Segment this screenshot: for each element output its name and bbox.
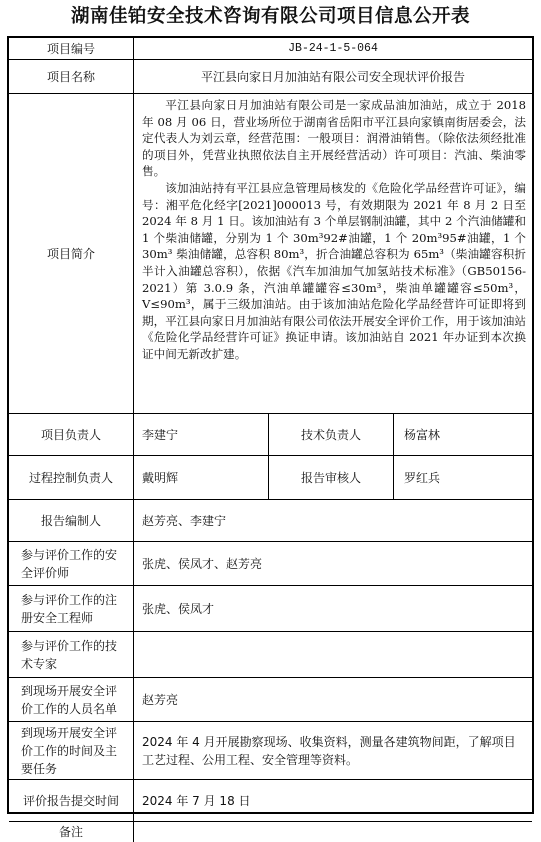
label-report-author: 报告编制人 (9, 500, 134, 541)
label-project-number: 项目编号 (9, 38, 134, 59)
value-submit-time: 2024 年 7 月 18 日 (142, 793, 251, 808)
value-project-number: JB-24-1-5-064 (288, 41, 378, 55)
page-title: 湖南佳铂安全技术咨询有限公司项目信息公开表 (70, 6, 470, 27)
label-project-leader: 项目负责人 (9, 414, 134, 455)
info-table (7, 36, 534, 839)
value-project-intro (134, 94, 532, 413)
value-registered-engineers: 张虎、侯凤才 (142, 601, 215, 616)
row-registered-engineers (9, 586, 532, 632)
value-project-name: 平江县向家日月加油站有限公司安全现状评价报告 (200, 69, 465, 84)
row-project-number (9, 38, 532, 60)
row-onsite-schedule (9, 722, 532, 780)
value-onsite-schedule: 2024 年 4 月开展勘察现场、收集资料，测量各建筑物间距，了解项目工艺过程、公用工程、安全管理等资料。 (142, 734, 516, 767)
row-technical-experts (9, 632, 532, 678)
value-report-reviewer: 罗红兵 (404, 470, 441, 485)
label-onsite-personnel: 到现场开展安全评价工作的人员名单 (9, 678, 134, 721)
label-technical-experts: 参与评价工作的技术专家 (9, 632, 134, 677)
label-technical-leader: 技术负责人 (269, 414, 394, 455)
value-report-author: 赵芳亮、李建宁 (142, 513, 227, 528)
value-remarks (134, 822, 532, 842)
row-project-name (9, 60, 532, 94)
label-remarks: 备注 (9, 822, 134, 842)
row-remarks (9, 822, 532, 842)
row-safety-evaluators (9, 542, 532, 586)
intro-paragraph-1: 平江县向家日月加油站有限公司是一家成品油加油站，成立于 2018 年 08 月 06 日，营业场所位于湖南省岳阳市平江县向家镇南街居委会，法定代表人为刘云章，经营范围：一般项目：润滑油销售。（除依法须经批准的项目外，凭营业执照依法自主开展经营活动）许可项目：汽油、柴油零售。 (142, 98, 526, 179)
row-process-control (9, 456, 532, 500)
label-project-intro: 项目简介 (9, 94, 134, 413)
row-project-intro (9, 94, 532, 414)
value-technical-leader: 杨富林 (404, 427, 441, 442)
label-registered-engineers: 参与评价工作的注册安全工程师 (9, 586, 134, 631)
value-process-control: 戴明辉 (134, 456, 269, 499)
value-safety-evaluators: 张虎、侯凤才、赵芳亮 (142, 556, 263, 571)
label-safety-evaluators: 参与评价工作的安全评价师 (9, 542, 134, 585)
label-submit-time: 评价报告提交时间 (9, 780, 134, 821)
label-onsite-schedule: 到现场开展安全评价工作的时间及主要任务 (9, 722, 134, 779)
label-project-name: 项目名称 (9, 60, 134, 93)
value-project-leader: 李建宁 (134, 414, 269, 455)
row-report-author (9, 500, 532, 542)
value-technical-experts (134, 632, 532, 677)
label-report-reviewer: 报告审核人 (269, 456, 394, 499)
row-onsite-personnel (9, 678, 532, 722)
intro-paragraph-2: 该加油站持有平江县应急管理局核发的《危险化学品经营许可证》，编号：湘平危化经字[2021]000013 号，有效期限为 2021 年 8 月 2 日至 2024 年 8 月 1 日。该加油站有 3 个单层钢制油罐，其中 2 个汽油储罐和 1 个柴油储罐，分别为 1 个 30m³92#油罐，1 个 20m³95#油罐，1 个 30m³ 柴油储罐，总容积 80m³，折合油罐总容积为 65m³（柴油罐容积折半计入油罐总容积），依据《汽车加油加气加氢站技术标准》（GB50156-2021）第 3.0.9 条，汽油单罐罐容≤30m³，柴油单罐罐容≤50m³，V≤90m³，属于三级加油站。由于该加油站危险化学品经营许可证即将到期，平江县向家日月加油站有限公司依法开展安全评价工作，用于该加油站《危险化学品经营许可证》换证申请。该加油站自 2021 年办证到本次换证中间无新改扩建。 (142, 180, 526, 361)
row-submit-time (9, 780, 532, 822)
label-process-control: 过程控制负责人 (9, 456, 134, 499)
value-onsite-personnel: 赵芳亮 (142, 692, 179, 707)
row-project-leader (9, 414, 532, 456)
